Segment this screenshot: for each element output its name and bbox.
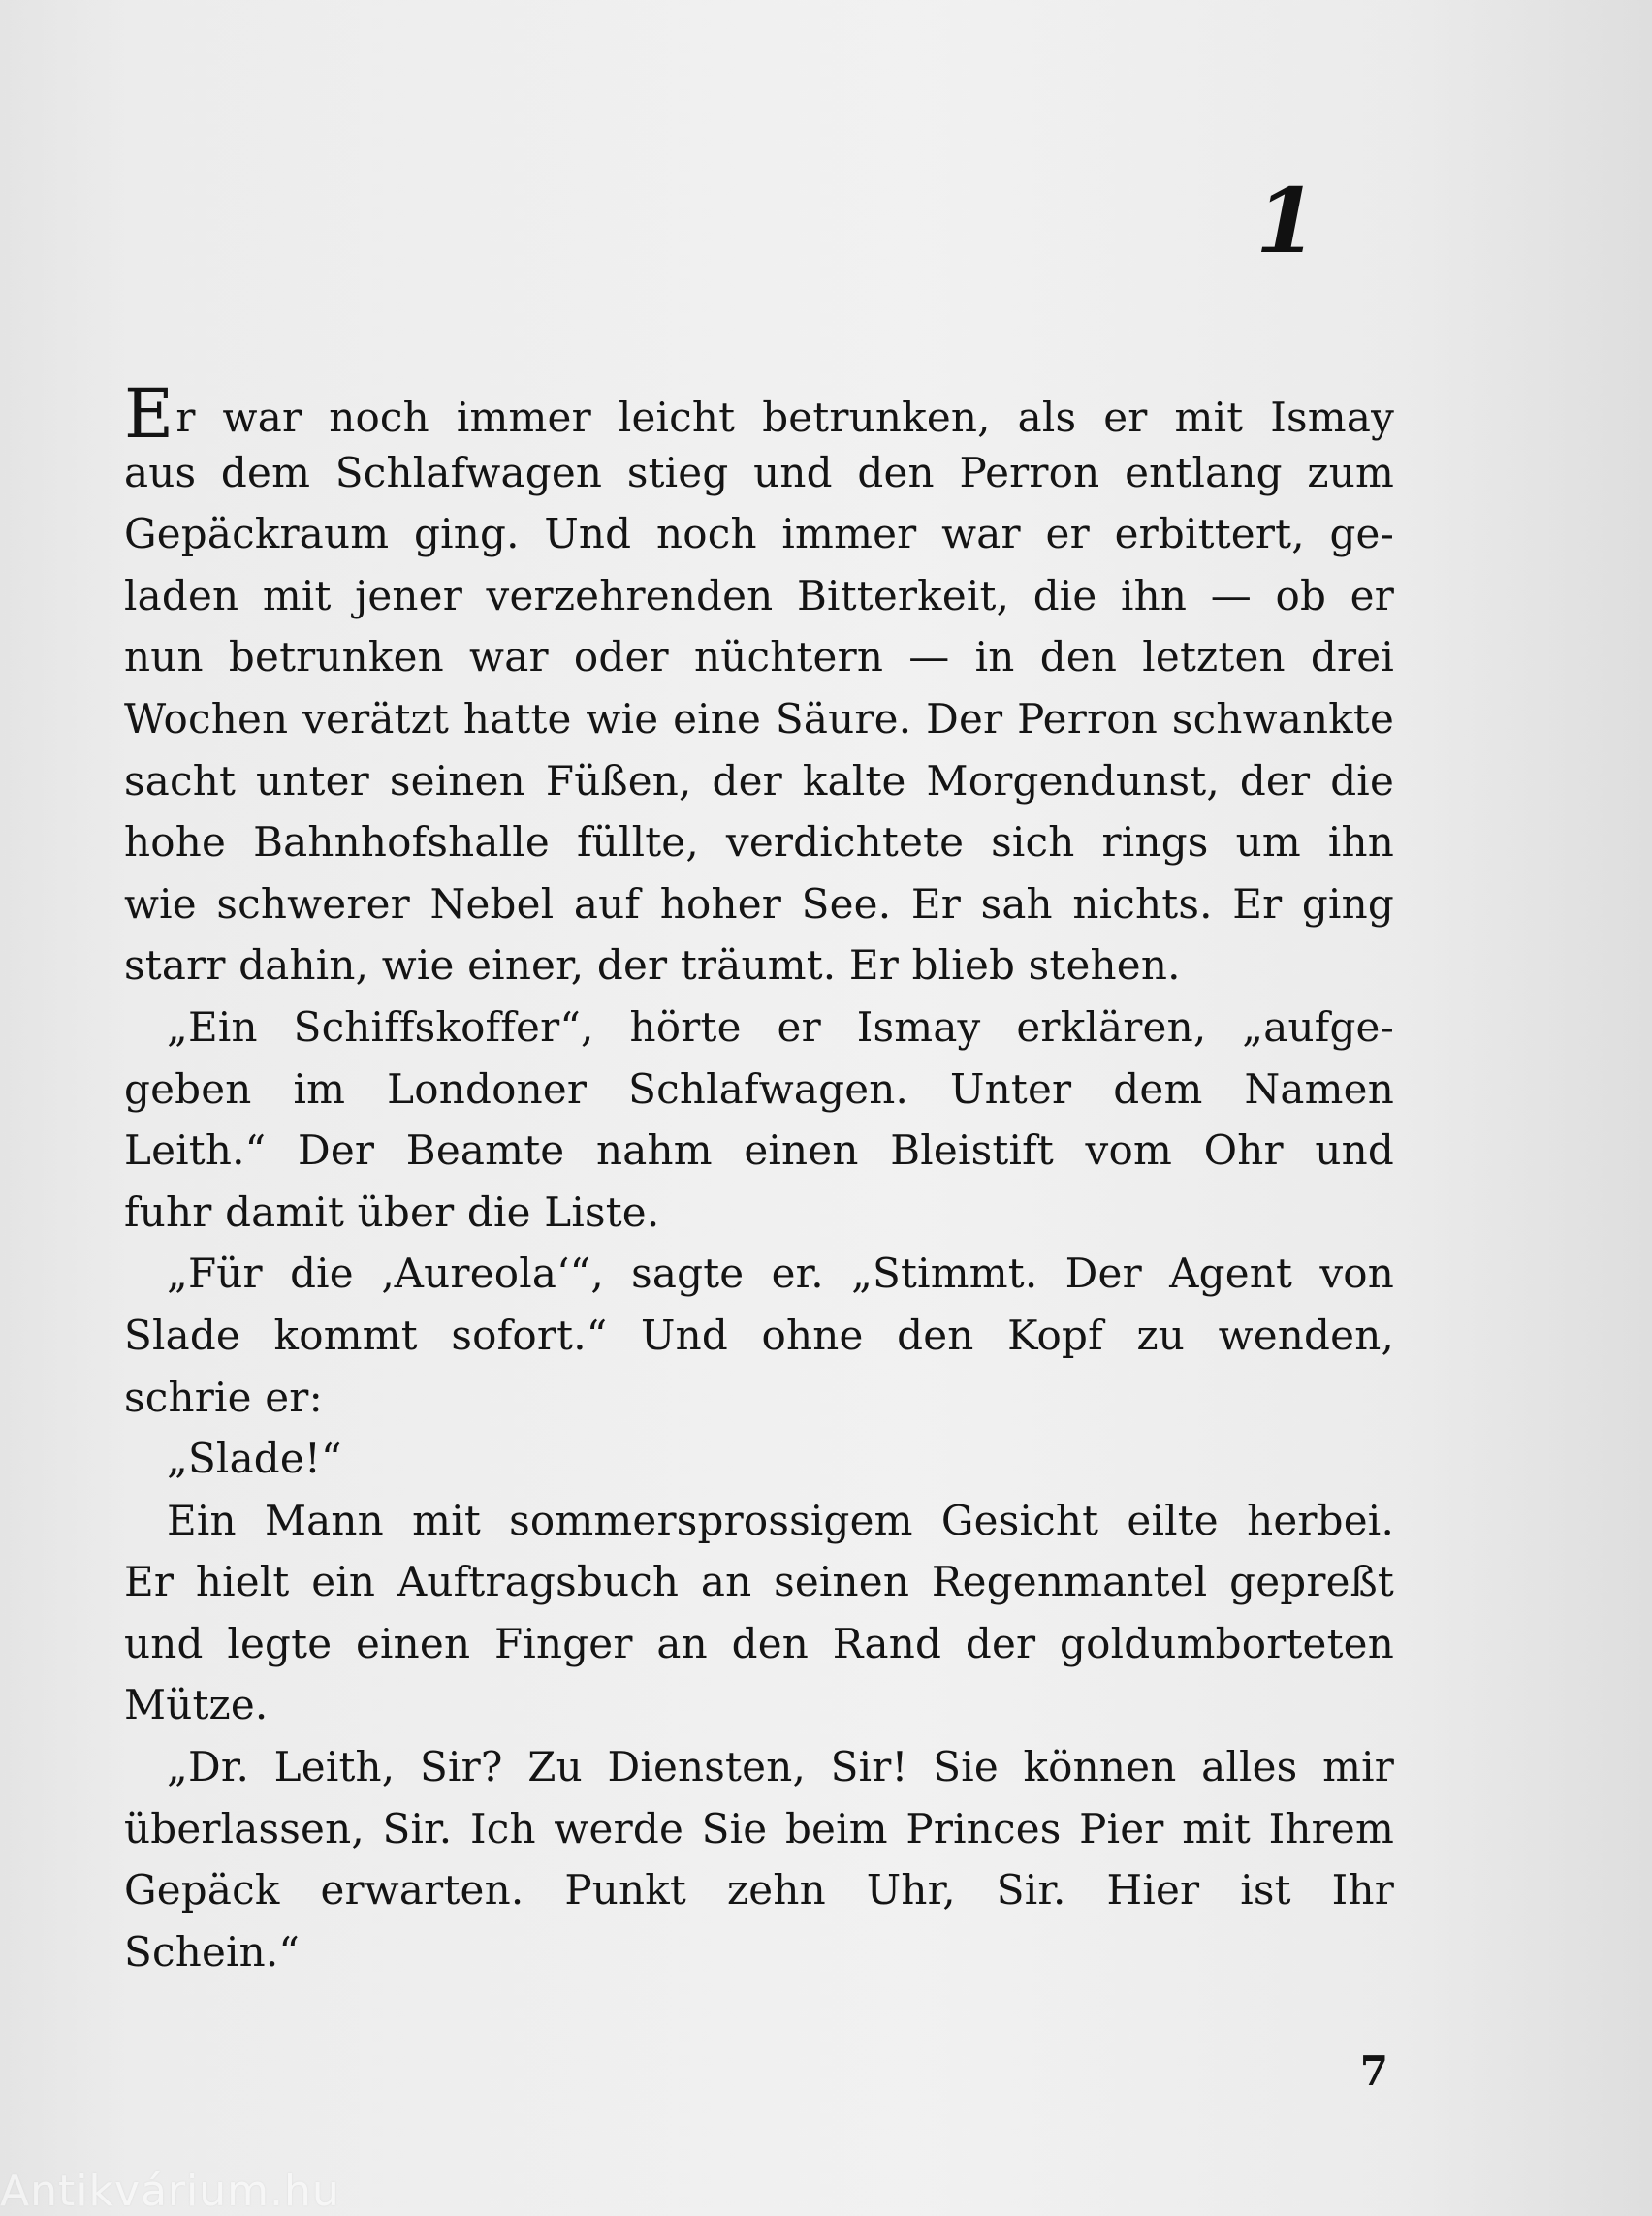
text-line: und legte einen Finger an den Rand der goldumborteten xyxy=(124,1619,1394,1667)
text-line: Wochen verätzt hatte wie eine Säure. Der Perron schwankte xyxy=(124,694,1394,743)
text-line: sacht unter seinen Füßen, der kalte Morgendunst, der die xyxy=(124,756,1394,805)
drop-cap: E xyxy=(124,374,175,454)
text-line: starr dahin, wie einer, der träumt. Er blieb stehen. xyxy=(124,941,1181,990)
text-line: Mütze. xyxy=(124,1681,269,1729)
text-line: hohe Bahnhofshalle füllte, verdichtete sich rings um ihn xyxy=(124,818,1394,867)
paragraph-3 xyxy=(124,1243,1394,1428)
text-line: Er hielt ein Auftragsbuch an seinen Regenmantel gepreßt xyxy=(124,1558,1394,1606)
text-line: „Dr. Leith, Sir? Zu Diensten, Sir! Sie können alles mir xyxy=(167,1743,1394,1791)
text-line: schrie er: xyxy=(124,1373,323,1421)
text-line: „Ein Schiffskoffer“, hörte er Ismay erklären, „aufge- xyxy=(167,1002,1394,1051)
paragraph-2 xyxy=(124,997,1394,1243)
text-line: Er war noch immer leicht betrunken, als er mit Ismay xyxy=(124,374,1394,454)
text-line: „Für die ‚Aureola‘“, sagte er. „Stimmt. Der Agent von xyxy=(167,1250,1394,1298)
chapter-body xyxy=(124,374,1394,1982)
text-line: nun betrunken war oder nüchtern — in den letzten drei xyxy=(124,633,1394,681)
paragraph-5 xyxy=(124,1490,1394,1736)
text-line: laden mit jener verzehrenden Bitterkeit, die ihn — ob er xyxy=(124,571,1394,619)
paragraph-1 xyxy=(124,374,1394,997)
text-line: fuhr damit über die Liste. xyxy=(124,1187,660,1236)
chapter-number: 1 xyxy=(1255,169,1318,273)
text-line: geben im Londoner Schlafwagen. Unter dem Namen xyxy=(124,1064,1394,1113)
text-line: „Slade!“ xyxy=(167,1435,342,1483)
paragraph-4 xyxy=(124,1428,1394,1490)
text-line: Schein.“ xyxy=(124,1927,301,1976)
text-line: wie schwerer Nebel auf hoher See. Er sah nichts. Er ging xyxy=(124,879,1394,928)
watermark: Antikvárium.hu xyxy=(0,2167,340,2216)
text-line: aus dem Schlafwagen stieg und den Perron entlang zum xyxy=(124,448,1394,496)
text-line: Ein Mann mit sommersprossigem Gesicht eilte herbei. xyxy=(167,1496,1394,1544)
text-line: überlassen, Sir. Ich werde Sie beim Princes Pier mit Ihrem xyxy=(124,1804,1394,1852)
text-line: Gepäckraum ging. Und noch immer war er erbittert, ge- xyxy=(124,510,1394,558)
page-number: 7 xyxy=(1359,2047,1388,2095)
text-line: Gepäck erwarten. Punkt zehn Uhr, Sir. Hier ist Ihr xyxy=(124,1866,1394,1915)
paragraph-6 xyxy=(124,1736,1394,1982)
text-line: Slade kommt sofort.“ Und ohne den Kopf zu wenden, xyxy=(124,1311,1394,1359)
text-line: Leith.“ Der Beamte nahm einen Bleistift vom Ohr und xyxy=(124,1126,1394,1175)
